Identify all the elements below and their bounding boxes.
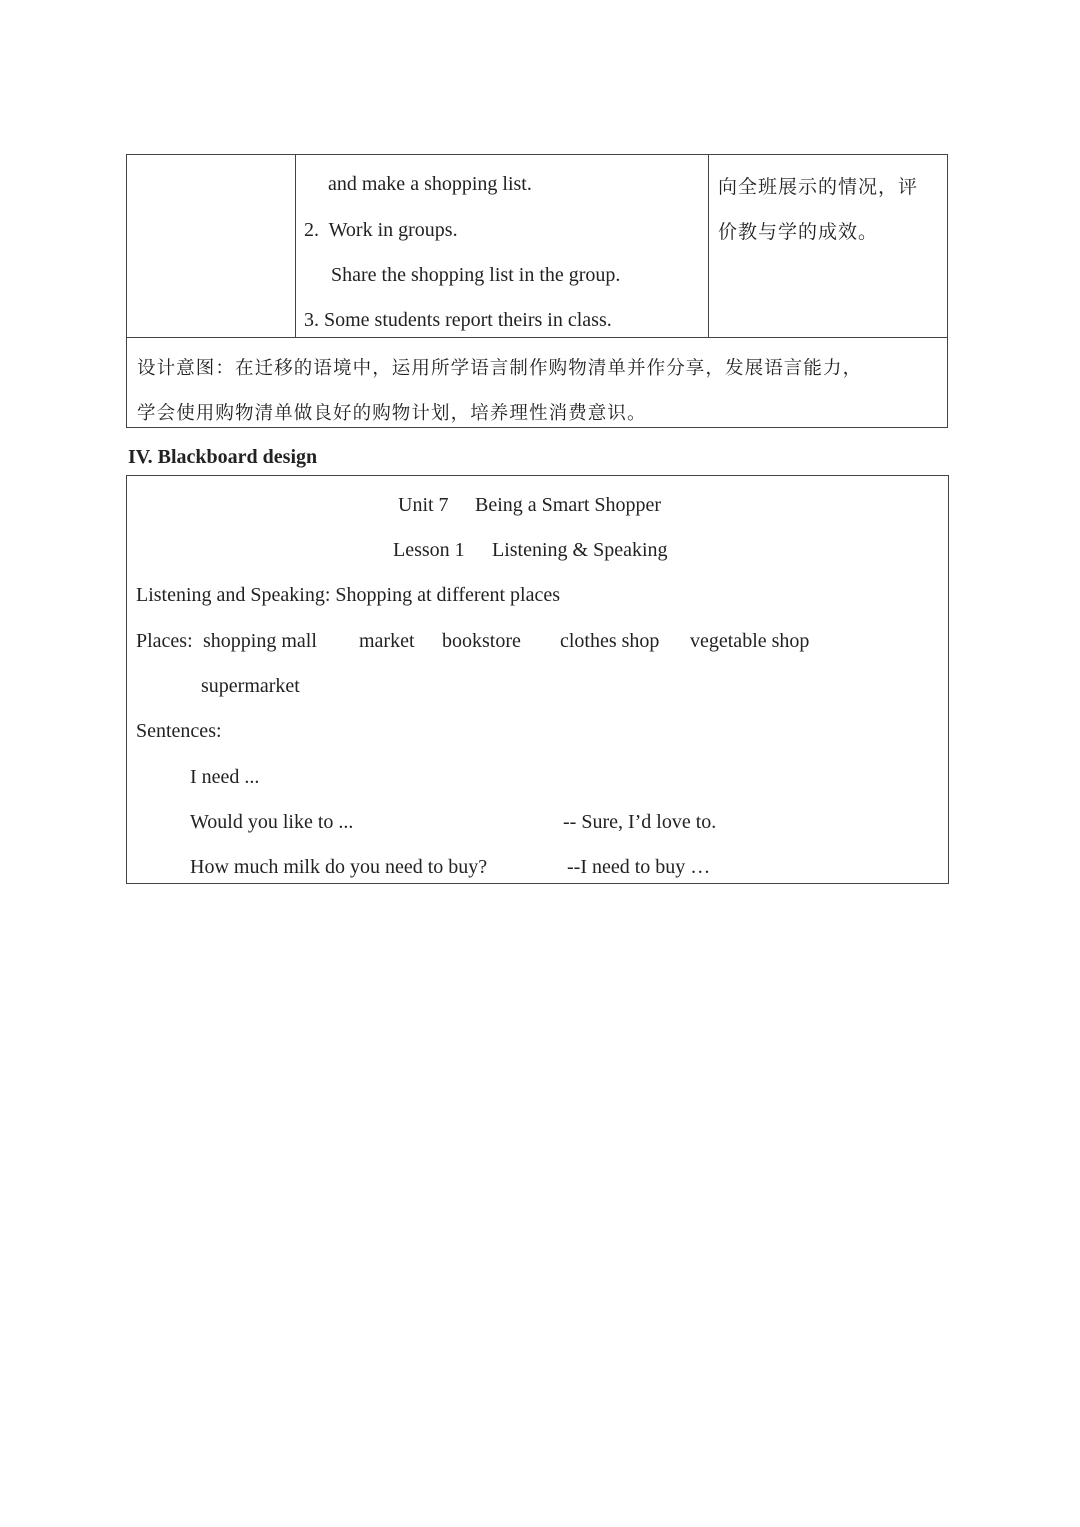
procedure-line: Share the shopping list in the group.	[331, 264, 621, 286]
sentences-label: Sentences:	[136, 720, 222, 742]
procedure-line: and make a shopping list.	[328, 173, 532, 195]
place-item: supermarket	[201, 675, 300, 697]
unit-label: Unit 7	[398, 494, 449, 516]
place-item: vegetable shop	[690, 630, 810, 652]
column-divider	[708, 155, 709, 337]
place-item: market	[359, 630, 415, 652]
topic-line: Listening and Speaking: Shopping at different places	[136, 584, 560, 606]
sentence-response: -- Sure, I’d love to.	[563, 811, 717, 833]
sentence-prompt: How much milk do you need to buy?	[190, 856, 488, 878]
sentence-prompt: I need ...	[190, 766, 260, 788]
place-item: clothes shop	[560, 630, 660, 652]
unit-title: Being a Smart Shopper	[475, 494, 662, 516]
design-intent-line: 设计意图：在迁移的语境中，运用所学语言制作购物清单并作分享，发展语言能力，	[137, 358, 863, 379]
lesson-label: Lesson 1	[393, 539, 465, 561]
procedure-line: 3. Some students report theirs in class.	[304, 309, 612, 331]
place-item: shopping mall	[203, 630, 317, 652]
lesson-title: Listening & Speaking	[492, 539, 668, 561]
design-intent-line: 学会使用购物清单做良好的购物计划，培养理性消费意识。	[137, 403, 647, 424]
section-heading: IV. Blackboard design	[128, 446, 318, 468]
column-divider	[295, 155, 296, 337]
row-divider	[127, 337, 947, 338]
evaluation-line: 向全班展示的情况，评	[718, 176, 919, 198]
place-item: bookstore	[442, 630, 521, 652]
sentence-response: --I need to buy …	[567, 856, 711, 878]
evaluation-line: 价教与学的成效。	[718, 221, 879, 243]
procedure-line: 2. Work in groups.	[304, 219, 458, 241]
sentence-prompt: Would you like to ...	[190, 811, 354, 833]
places-label: Places:	[136, 630, 193, 652]
